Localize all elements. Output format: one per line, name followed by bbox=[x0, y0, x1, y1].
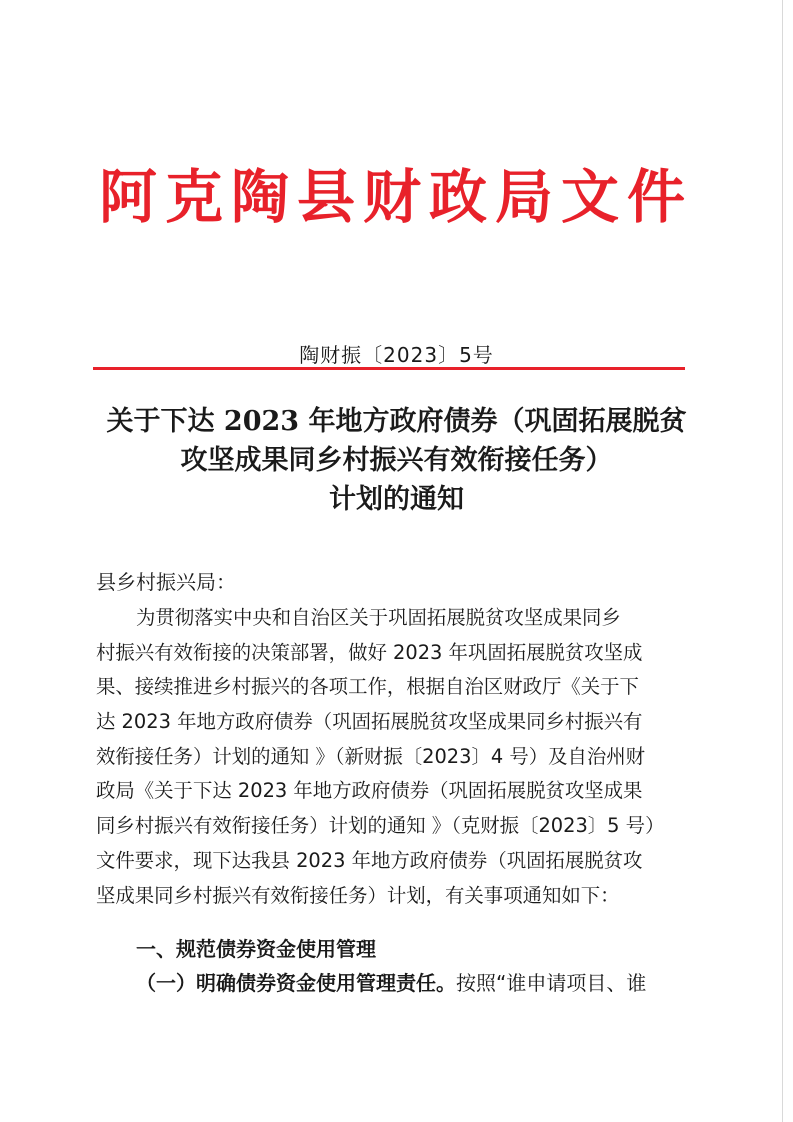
title-line: 计划的通知 bbox=[329, 484, 464, 515]
body-paragraph bbox=[96, 601, 696, 913]
red-divider-rule bbox=[93, 367, 685, 370]
agency-header-title: 阿克陶县财政局文件 bbox=[98, 163, 693, 231]
body-line: 坚成果同乡村振兴有效衔接任务）计划，有关事项通知如下： bbox=[96, 883, 620, 907]
title-line: 关于下达 2023 年地方政府债券（巩固拓展脱贫 bbox=[106, 406, 687, 437]
subsection-heading: （一）明确债券资金使用管理责任。 bbox=[136, 971, 456, 995]
body-line: 同乡村振兴有效衔接任务）计划的通知 》（克财振〔2023〕5 号） bbox=[96, 814, 665, 838]
scan-edge-line bbox=[782, 0, 783, 1122]
document-title bbox=[60, 402, 733, 519]
title-line: 攻坚成果同乡村振兴有效衔接任务） bbox=[180, 445, 613, 476]
body-line: 达 2023 年地方政府债券（巩固拓展脱贫攻坚成果同乡村振兴有 bbox=[96, 710, 643, 734]
body-line: 村振兴有效衔接的决策部署，做好 2023 年巩固拓展脱贫攻坚成 bbox=[96, 640, 643, 664]
body-line: 效衔接任务）计划的通知 》（新财振〔2023〕4 号）及自治州财 bbox=[96, 744, 646, 768]
body-line: 为贯彻落实中央和自治区关于巩固拓展脱贫攻坚成果同乡 bbox=[136, 606, 621, 629]
section-heading: 一、规范债券资金使用管理 bbox=[136, 937, 376, 961]
subsection-text: 按照“谁申请项目、谁 bbox=[456, 971, 647, 995]
body-line: 政局《关于下达 2023 年地方政府债券（巩固拓展脱贫攻坚成果 bbox=[96, 779, 643, 803]
salutation: 县乡村振兴局： bbox=[96, 570, 236, 594]
subsection-line bbox=[136, 967, 646, 996]
body-line: 文件要求，现下达我县 2023 年地方政府债券（巩固拓展脱贫攻 bbox=[96, 848, 643, 872]
document-number: 陶财振〔2023〕5号 bbox=[299, 343, 494, 367]
body-line: 果、接续推进乡村振兴的各项工作，根据自治区财政厅《关于下 bbox=[96, 675, 639, 699]
